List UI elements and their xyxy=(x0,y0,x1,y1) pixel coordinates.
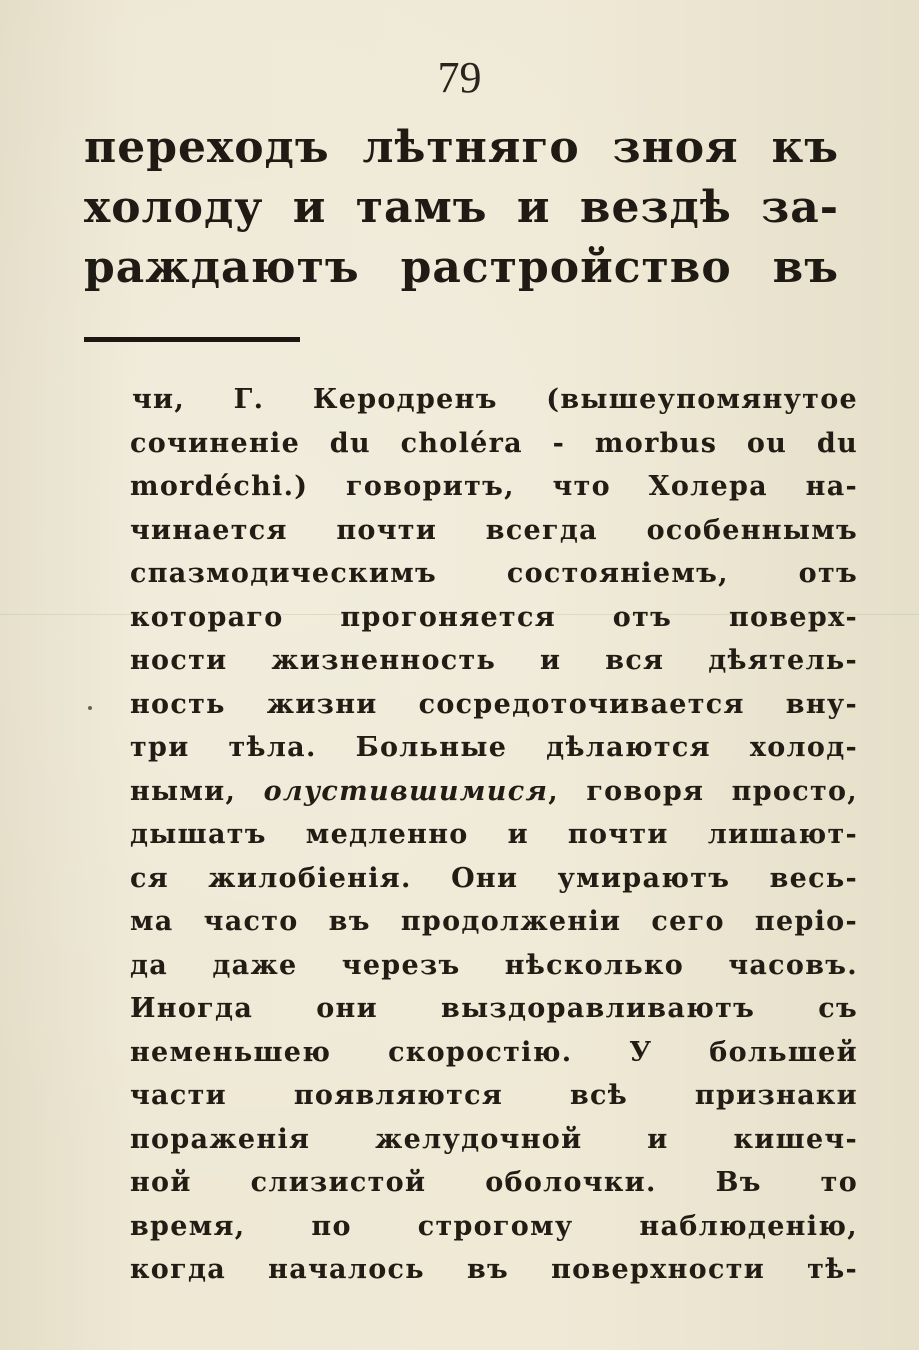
footnote-text-segment: , говоря просто, xyxy=(548,775,858,807)
footnote-line: время, по строгому наблюденію, xyxy=(130,1210,858,1242)
footnote-line: дышатъ медленно и почти лишают- xyxy=(130,819,858,850)
footnote-line: чи, Г. Керодренъ (вышеупомянутое xyxy=(132,384,858,415)
footnote-line: сочиненіе du choléra - morbus ou du xyxy=(130,427,858,459)
italic-word: олустившимися xyxy=(263,775,549,807)
footnote-line-with-italic xyxy=(130,770,858,814)
footnote-block xyxy=(130,378,858,1292)
footnote-line: спазмодическимъ состояніемъ, отъ xyxy=(130,558,858,589)
main-text-line: переходъ лѣтняго зноя къ xyxy=(84,122,839,173)
footnote-line: пораженія желудочной и кишеч- xyxy=(130,1123,858,1155)
footnote-separator-rule xyxy=(84,337,300,342)
footnote-line: чинается почти всегда особеннымъ xyxy=(130,514,858,546)
page-number: 79 xyxy=(437,53,482,102)
footnote-line: да даже черезъ нѣсколько часовъ. xyxy=(130,949,858,981)
footnote-line: ма часто въ продолженіи сего періо- xyxy=(130,906,858,937)
ink-speck xyxy=(88,706,92,710)
footnote-line: котораго прогоняется отъ поверх- xyxy=(130,601,858,633)
footnote-line: части появляются всѣ признаки xyxy=(130,1080,858,1111)
main-text-line: раждаютъ растройство въ xyxy=(84,242,839,293)
footnote-line: ность жизни сосредоточивается вну- xyxy=(130,688,858,720)
footnote-line: когда началось въ поверхности тѣ- xyxy=(130,1254,858,1285)
footnote-line: Иногда они выздоравливаютъ съ xyxy=(130,993,858,1024)
main-text-line: холоду и тамъ и вездѣ за- xyxy=(84,182,839,233)
footnote-line: три тѣла. Больные дѣлаются холод- xyxy=(130,732,858,763)
footnote-line: ности жизненность и вся дѣятель- xyxy=(130,645,858,676)
footnote-line: ной слизистой оболочки. Въ то xyxy=(130,1167,858,1198)
footnote-line: mordéchi.) говоритъ, что Холера на- xyxy=(130,471,858,502)
footnote-line: ся жилобіенія. Они умираютъ весь- xyxy=(130,862,858,894)
footnote-line: неменьшею скоростію. У большей xyxy=(130,1036,858,1068)
main-text-block xyxy=(84,118,839,298)
footnote-text-segment: ными, xyxy=(130,775,264,807)
